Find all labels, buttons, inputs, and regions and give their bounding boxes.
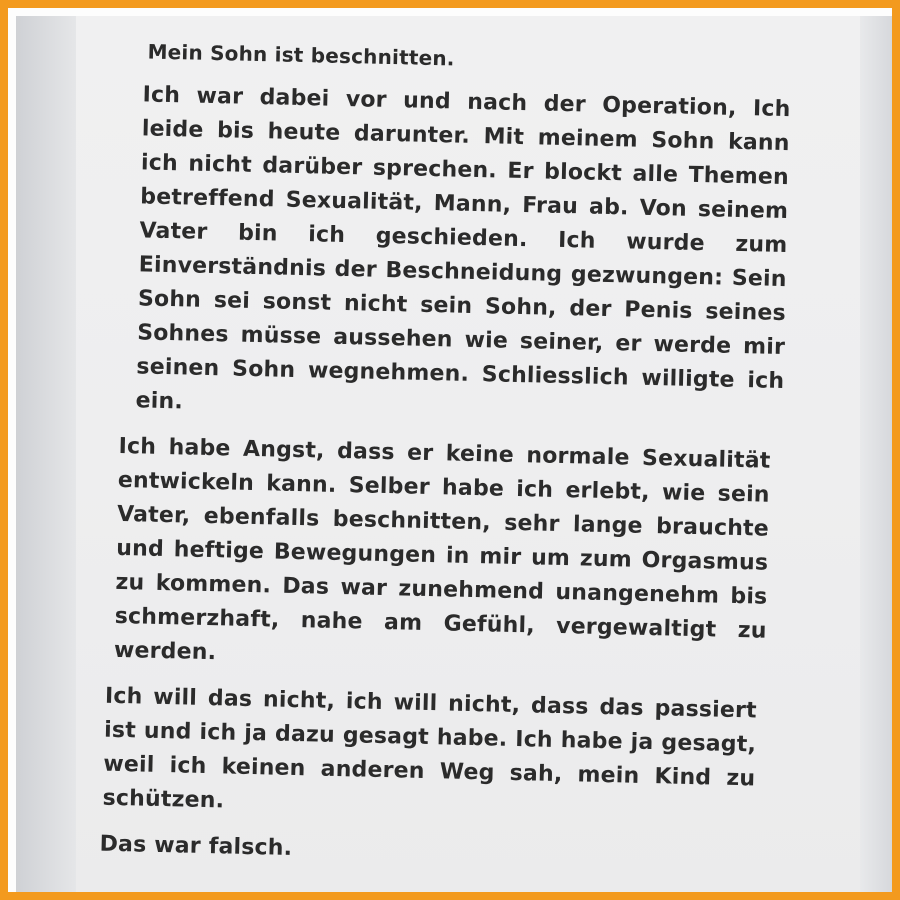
paragraph-1: Ich war dabei vor und nach der Operation, Ich leide bis heute darunter. Mit meinem Sohn kann ich nicht darüber sprechen. Er blockt alle Themen betreffend Sexualität, Mann, Frau ab. Von seinem Vater bin ich geschieden. Ich wurde zum Einverständnis der Beschneidung gezwungen: Sein Sohn sei sonst nicht sein Sohn, der Penis seines Sohnes müsse aussehen wie seiner, er werde mir seinen Sohn wegnehmen. Schliesslich willigte ich ein. bbox=[135, 82, 791, 415]
closing-line: Das war falsch. bbox=[99, 831, 293, 861]
letter-title: Mein Sohn ist beschnitten. bbox=[147, 39, 455, 71]
page-shadow-left bbox=[16, 16, 76, 900]
page-shadow-right bbox=[860, 16, 900, 900]
document-photo bbox=[16, 16, 900, 900]
paragraph-3: Ich will das nicht, ich will nicht, dass das passiert ist und ich ja dazu gesagt habe. Ich habe ja gesagt, weil ich keinen anderen Weg sah, mein Kind zu schützen. bbox=[102, 683, 758, 814]
paragraph-2: Ich habe Angst, dass er keine normale Sexualität entwickeln kann. Selber habe ich erlebt, wie sein Vater, ebenfalls beschnitten, sehr lange brauchte und heftige Bewegungen in mir um zum Orgasmus zu kommen. Das war zunehmend unangenehm bis schmerzhaft, nahe am Gefühl, vergewaltigt zu werden. bbox=[113, 433, 771, 666]
letter-text bbox=[99, 34, 791, 889]
